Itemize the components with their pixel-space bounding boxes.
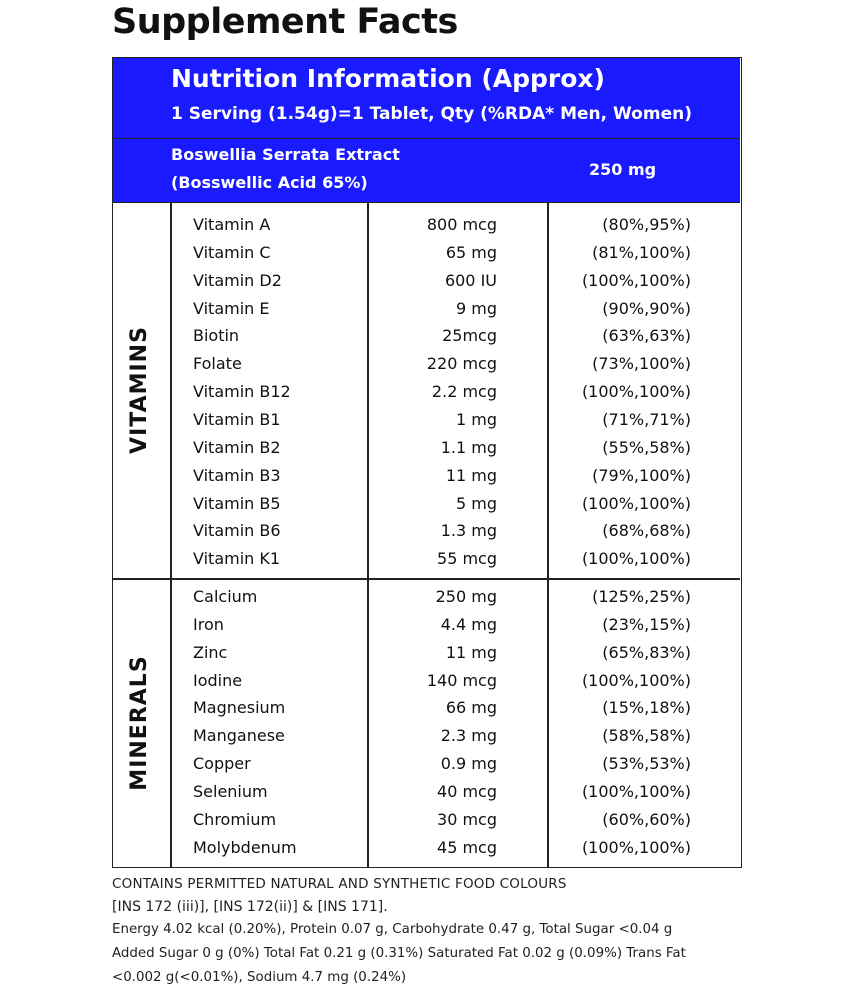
vitamins-row — [113, 322, 740, 350]
nutrient-rda: (23%,15%) — [602, 614, 691, 634]
nutrient-quantity: 66 mg — [445, 698, 497, 718]
minerals-row — [113, 694, 740, 722]
minerals-row — [113, 722, 740, 750]
minerals-label: MINERALS — [127, 655, 152, 791]
minerals-row — [113, 639, 740, 667]
nutrient-rda: (65%,83%) — [602, 642, 691, 662]
nutrient-quantity: 250 mg — [435, 587, 497, 606]
nutrient-name: Vitamin A — [193, 215, 271, 234]
nutrient-name: Vitamin E — [193, 298, 270, 318]
vitamins-row — [113, 545, 740, 573]
minerals-row — [113, 583, 740, 611]
nutrient-name: Magnesium — [193, 698, 286, 718]
minerals-row — [113, 750, 740, 778]
nutrition-header-title: Nutrition Information (Approx) — [171, 64, 605, 93]
nutrient-name: Vitamin B12 — [193, 382, 291, 402]
nutrient-rda: (100%,100%) — [581, 670, 691, 690]
nutrient-rda: (73%,100%) — [592, 354, 691, 374]
extract-amount: 250 mg — [589, 160, 657, 179]
nutrient-quantity: 140 mcg — [426, 670, 497, 690]
nutrient-rda: (55%,58%) — [602, 437, 691, 457]
nutrient-name: Manganese — [193, 726, 285, 746]
nutrient-rda: (15%,18%) — [602, 698, 691, 718]
nutrient-name: Biotin — [193, 326, 240, 346]
nutrient-quantity: 11 mg — [445, 642, 497, 662]
nutrient-quantity: 25mcg — [442, 326, 497, 346]
nutrient-name: Calcium — [193, 587, 258, 606]
nutrient-rda: (81%,100%) — [592, 242, 691, 262]
nutrient-rda: (100%,100%) — [581, 493, 691, 513]
supplement-facts-table — [112, 57, 742, 868]
nutrient-rda: (80%,95%) — [602, 215, 691, 234]
nutrient-quantity: 45 mcg — [437, 837, 497, 857]
nutrient-rda: (100%,100%) — [581, 837, 691, 857]
nutrient-name: Copper — [193, 754, 251, 774]
nutrient-quantity: 65 mg — [445, 242, 497, 262]
nutrient-quantity: 1 mg — [455, 409, 497, 429]
nutrient-name: Vitamin B3 — [193, 465, 281, 485]
nutrient-rda: (100%,100%) — [581, 382, 691, 402]
nutrient-rda: (100%,100%) — [581, 781, 691, 801]
minerals-row — [113, 806, 740, 834]
nutrient-quantity: 220 mcg — [426, 354, 497, 374]
nutrient-name: Vitamin C — [193, 242, 271, 262]
nutrient-quantity: 5 mg — [455, 493, 497, 513]
nutrient-rda: (71%,71%) — [602, 409, 691, 429]
vitamins-row — [113, 211, 740, 239]
nutrient-name: Vitamin B1 — [193, 409, 281, 429]
nutrient-name: Vitamin B6 — [193, 521, 281, 541]
nutrient-name: Iron — [193, 614, 224, 634]
nutrient-rda: (63%,63%) — [602, 326, 691, 346]
vitamins-row — [113, 378, 740, 406]
extract-header — [113, 139, 740, 203]
minerals-row — [113, 778, 740, 806]
nutrient-rda: (90%,90%) — [602, 298, 691, 318]
nutrient-rda: (100%,100%) — [581, 549, 691, 569]
nutrient-name: Zinc — [193, 642, 228, 662]
nutrient-rda: (125%,25%) — [592, 587, 691, 606]
nutrient-quantity: 55 mcg — [437, 549, 497, 569]
vitamins-label: VITAMINS — [127, 326, 152, 454]
nutrient-name: Chromium — [193, 809, 277, 829]
nutrient-quantity: 1.1 mg — [440, 437, 497, 457]
nutrient-quantity: 4.4 mg — [440, 614, 497, 634]
nutrient-quantity: 1.3 mg — [440, 521, 497, 541]
minerals-row — [113, 667, 740, 695]
nutrient-name: Vitamin B2 — [193, 437, 281, 457]
vitamins-row — [113, 434, 740, 462]
nutrient-name: Vitamin K1 — [193, 549, 281, 569]
nutrient-name: Vitamin D2 — [193, 270, 282, 290]
nutrient-quantity: 2.2 mcg — [431, 382, 497, 402]
divider-vitamins-minerals — [113, 578, 740, 580]
page-title: Supplement Facts — [112, 2, 458, 42]
vitamins-row — [113, 239, 740, 267]
food-colours-notice: CONTAINS PERMITTED NATURAL AND SYNTHETIC FOOD COLOURS — [112, 876, 567, 892]
nutrient-quantity: 30 mcg — [437, 809, 497, 829]
nutrient-rda: (53%,53%) — [602, 754, 691, 774]
ins-codes: [INS 172 (iii)], [INS 172(ii)] & [INS 171]. — [112, 899, 388, 915]
nutrition-header — [113, 58, 740, 139]
nutrient-rda: (68%,68%) — [602, 521, 691, 541]
vitamins-row — [113, 490, 740, 518]
nutrient-quantity: 9 mg — [455, 298, 497, 318]
vitamins-row — [113, 295, 740, 323]
extract-name: Boswellia Serrata Extract — [171, 145, 400, 164]
sugar-fat-line: Added Sugar 0 g (0%) Total Fat 0.21 g (0.31%) Saturated Fat 0.02 g (0.09%) Trans Fat — [112, 946, 686, 961]
vitamins-row — [113, 462, 740, 490]
nutrient-quantity: 2.3 mg — [440, 726, 497, 746]
nutrient-rda: (79%,100%) — [592, 465, 691, 485]
vitamins-row — [113, 517, 740, 545]
nutrient-name: Selenium — [193, 781, 268, 801]
nutrient-name: Iodine — [193, 670, 243, 690]
vitamins-row — [113, 267, 740, 295]
serving-info: 1 Serving (1.54g)=1 Tablet, Qty (%RDA* Men, Women) — [171, 104, 692, 124]
sodium-line: <0.002 g(<0.01%), Sodium 4.7 mg (0.24%) — [112, 970, 407, 985]
nutrient-quantity: 600 IU — [444, 270, 497, 290]
extract-acid: (Bosswellic Acid 65%) — [171, 173, 368, 192]
nutrient-quantity: 40 mcg — [437, 781, 497, 801]
nutrient-quantity: 800 mcg — [426, 215, 497, 234]
nutrient-name: Folate — [193, 354, 242, 374]
nutrient-rda: (100%,100%) — [581, 270, 691, 290]
minerals-row — [113, 834, 740, 862]
vitamins-row — [113, 406, 740, 434]
nutrient-name: Vitamin B5 — [193, 493, 281, 513]
nutrient-name: Molybdenum — [193, 837, 297, 857]
minerals-row — [113, 611, 740, 639]
energy-line: Energy 4.02 kcal (0.20%), Protein 0.07 g, Carbohydrate 0.47 g, Total Sugar <0.04 g — [112, 922, 673, 937]
nutrient-rda: (58%,58%) — [602, 726, 691, 746]
vitamins-row — [113, 350, 740, 378]
nutrient-rda: (60%,60%) — [602, 809, 691, 829]
nutrient-quantity: 11 mg — [445, 465, 497, 485]
nutrient-quantity: 0.9 mg — [440, 754, 497, 774]
